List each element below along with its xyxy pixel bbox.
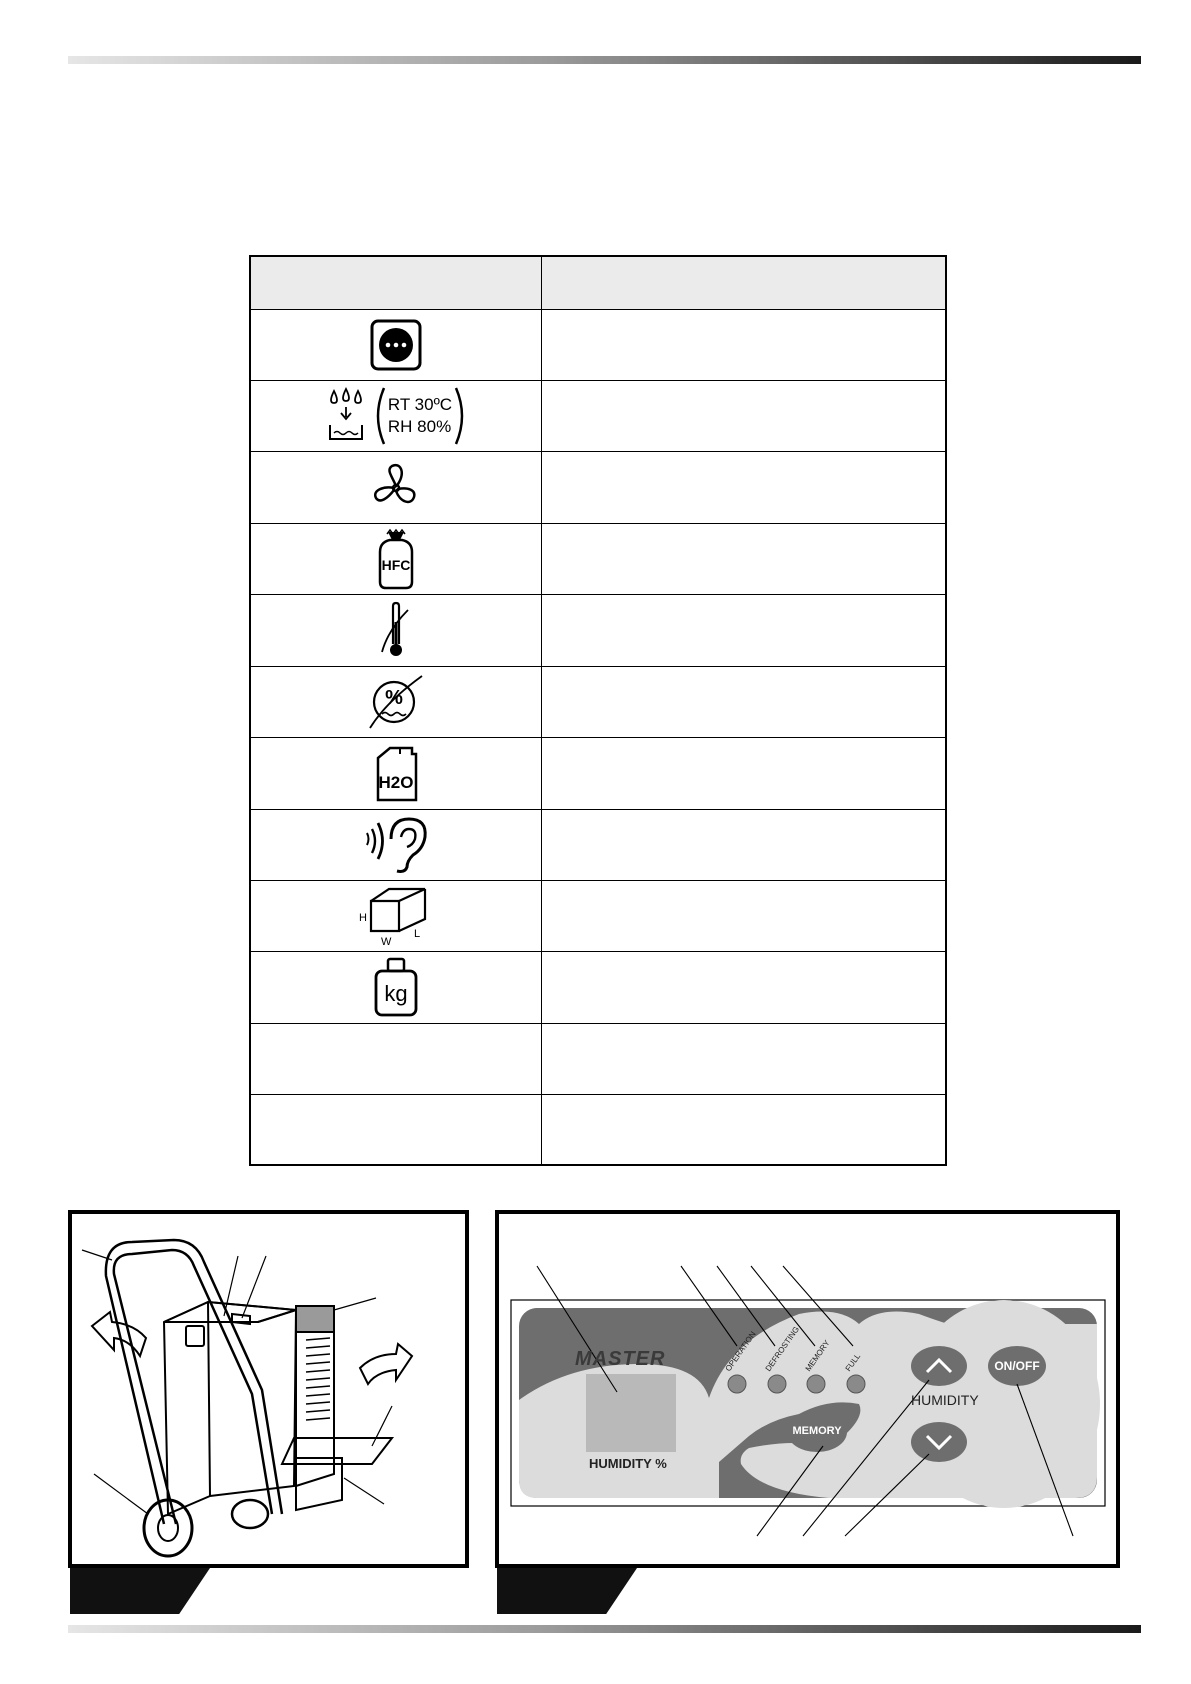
humidity-label: HUMIDITY [911, 1392, 979, 1408]
left-paren-icon [372, 386, 386, 446]
specification-table [249, 255, 947, 1166]
dehumidifier-figure [68, 1210, 469, 1568]
memory-led [807, 1375, 825, 1393]
defrosting-led [768, 1375, 786, 1393]
rh-condition: RH 80% [387, 417, 452, 436]
dehumidifier-drawing [72, 1214, 465, 1564]
top-decorative-bar [68, 56, 1141, 64]
svg-text:%: % [385, 687, 403, 709]
control-panel-drawing [499, 1214, 1116, 1564]
table-row-humidity-range [251, 666, 945, 737]
table-row-power [251, 309, 945, 380]
table-row-empty-2 [251, 1094, 945, 1164]
table-row-empty-1 [251, 1023, 945, 1094]
figure-tab-left [70, 1568, 210, 1614]
indicator-label-memory: MEMORY [803, 1338, 832, 1373]
dimension-h-label: H [359, 912, 367, 924]
dimension-l-label: L [414, 928, 421, 940]
fan-icon [370, 462, 422, 514]
water-tank-icon [372, 744, 420, 804]
onoff-button-label: ON/OFF [994, 1359, 1040, 1373]
table-row-noise [251, 809, 945, 880]
table-row-refrigerant [251, 523, 945, 594]
indicator-label-defrosting: DEFROSTING [763, 1324, 802, 1373]
table-row-airflow [251, 451, 945, 523]
rt-condition: RT 30ºC [387, 395, 453, 414]
humidity-range-icon [366, 672, 426, 732]
table-row-dehumidifying-capacity [251, 380, 945, 451]
memory-button-label: MEMORY [792, 1425, 842, 1437]
humidity-display [586, 1374, 676, 1452]
weight-label: kg [384, 980, 408, 1006]
tank-label: H2O [378, 772, 414, 792]
conditions-text [388, 394, 452, 438]
full-led [847, 1375, 865, 1393]
brand-logo: MASTER [575, 1348, 666, 1370]
dimension-w-label: W [381, 936, 392, 947]
indicator-label-full: FULL [843, 1351, 863, 1373]
table-column-divider [541, 257, 542, 1164]
ear-icon [361, 815, 431, 875]
refrigerant-bottle-icon [376, 528, 416, 590]
thermometer-range-icon [376, 600, 416, 662]
humidity-display-label: HUMIDITY % [589, 1456, 667, 1471]
control-panel-figure [495, 1210, 1120, 1568]
weight-icon [372, 957, 420, 1019]
humidity-down-button[interactable] [911, 1422, 967, 1462]
water-drops-icon [324, 387, 368, 445]
operation-led [728, 1375, 746, 1393]
figure-tab-right [497, 1568, 637, 1614]
indicator-label-operation: OPERATION [723, 1329, 758, 1373]
box-dimensions-icon [351, 885, 441, 947]
table-row-tank [251, 737, 945, 809]
humidity-up-button[interactable] [911, 1346, 967, 1386]
power-socket-icon [369, 318, 423, 372]
table-row-temperature-range [251, 594, 945, 666]
table-row-dimensions [251, 880, 945, 951]
right-paren-icon [454, 386, 468, 446]
table-header-row [251, 257, 945, 309]
refrigerant-label: HFC [381, 557, 411, 573]
table-row-weight [251, 951, 945, 1023]
bottom-decorative-bar [68, 1625, 1141, 1633]
